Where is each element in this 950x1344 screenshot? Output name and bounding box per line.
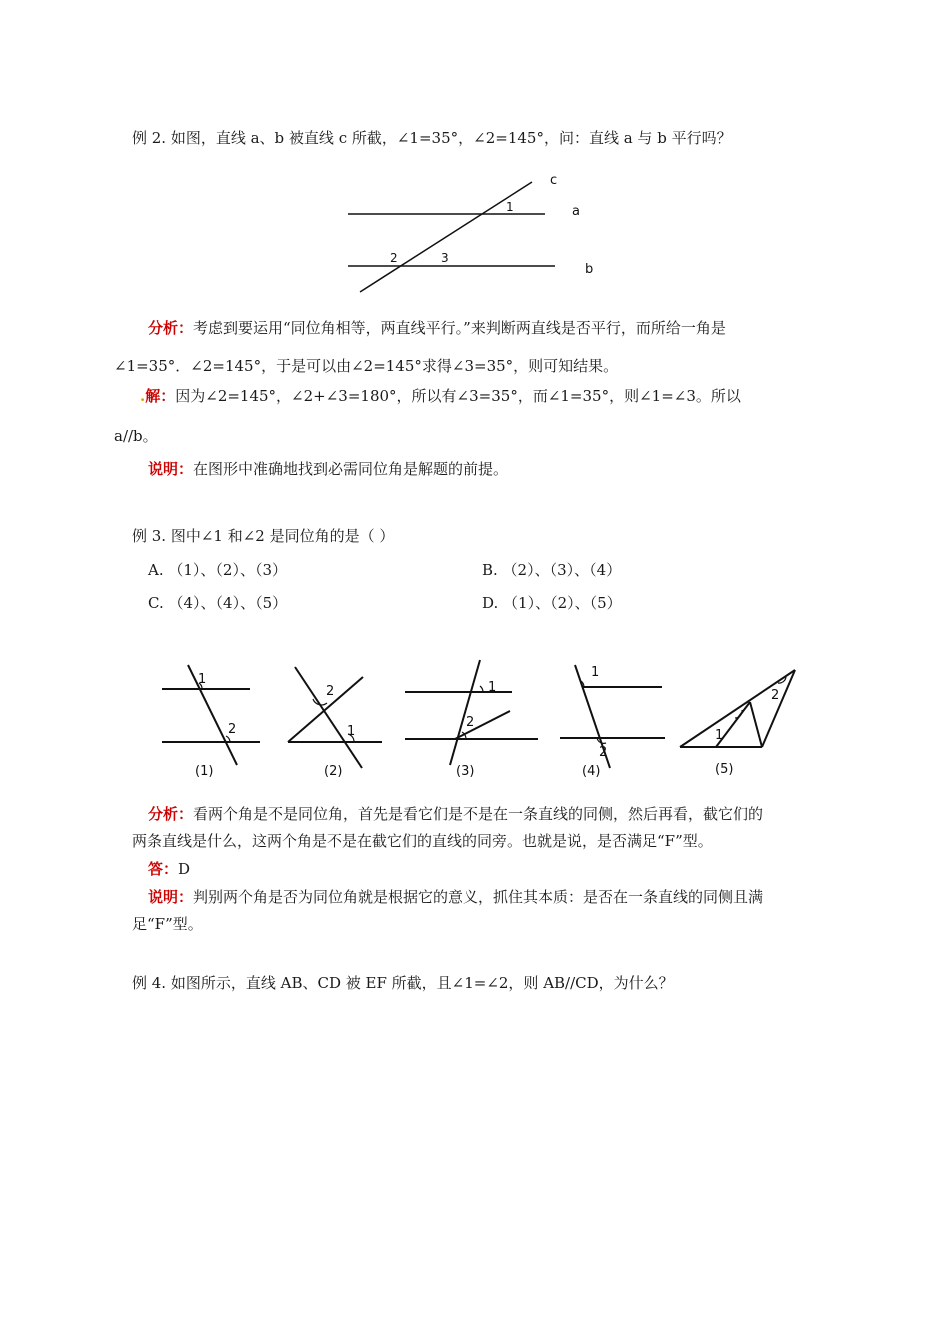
ex3-figures xyxy=(150,655,810,780)
fig2-num2: 2 xyxy=(326,684,335,699)
fig5-num1: 1 xyxy=(715,728,724,743)
fig3-num1: 1 xyxy=(488,680,497,695)
fig4-num2: 2 xyxy=(599,745,608,760)
analysis-text: 考虑到要运用“同位角相等，两直线平行。”来判断两直线是否平行，而所给一角是 xyxy=(193,319,726,337)
ex2-question: 例 2. 如图，直线 a、b 被直线 c 所截，∠1=35°，∠2=145°，问：直线 a 与 b 平行吗？ xyxy=(132,129,732,147)
fig1-num2: 2 xyxy=(228,722,237,737)
note-text: 在图形中准确地找到必需同位角是解题的前提。 xyxy=(193,460,509,478)
ex2-note xyxy=(148,459,508,479)
angle-2-label: 2 xyxy=(390,251,398,265)
ex2-solution-line2: a//b。 xyxy=(114,427,158,445)
ex3-note-line2: 足“F”型。 xyxy=(132,915,203,933)
solution-label: 解： xyxy=(145,387,176,405)
analysis-label: 分析： xyxy=(148,319,194,337)
ex3-analysis-label: 分析： xyxy=(148,805,194,823)
line-c xyxy=(360,182,532,292)
ex3-note-line1 xyxy=(148,887,763,907)
solution-text: 因为∠2=145°，∠2+∠3=180°，所以有∠3=35°，而∠1=35°，则∠1=∠3。所以 xyxy=(175,387,741,405)
ex2-figure xyxy=(340,170,610,300)
fig1-caption: (1) xyxy=(195,764,214,779)
fig4-caption: (4) xyxy=(582,764,601,779)
ex3-note-text: 判别两个角是否为同位角就是根据它的意义，抓住其本质：是否在一条直线的同侧且满 xyxy=(193,888,764,906)
ex2-analysis-line2: ∠1=35°．∠2=145°，于是可以由∠2=145°求得∠3=35°，则可知结果。 xyxy=(114,357,619,375)
answer-value: D xyxy=(178,860,191,878)
fig5-caption: (5) xyxy=(715,762,734,777)
ex3-option-a: A. （1）、（2）、（3） xyxy=(148,561,287,579)
fig5-num2: 2 xyxy=(771,688,780,703)
ex3-option-d: D. （1）、（2）、（5） xyxy=(482,594,622,612)
ex3-note-label: 说明： xyxy=(148,888,194,906)
ex2-solution-line1: .解：因为∠2=145°，∠2+∠3=180°，所以有∠3=35°，而∠1=35°，则∠1=∠3。所以 xyxy=(140,387,741,405)
ex3-option-b: B. （2）、（3）、（4） xyxy=(482,561,622,579)
ex3-answer xyxy=(148,859,190,879)
answer-label: 答： xyxy=(148,860,179,878)
angle-1-label: 1 xyxy=(506,200,514,214)
fig2-num1: 1 xyxy=(347,724,356,739)
label-b: b xyxy=(585,262,594,277)
ex3-analysis-line1 xyxy=(148,804,763,824)
ex3-analysis-text: 看两个角是不是同位角，首先是看它们是不是在一条直线的同侧，然后再看，截它们的 xyxy=(193,805,764,823)
fig4-num1: 1 xyxy=(591,665,600,680)
fig3-num2: 2 xyxy=(466,715,475,730)
angle-3-label: 3 xyxy=(441,251,449,265)
fig1-num1: 1 xyxy=(198,672,207,687)
label-a: a xyxy=(572,204,580,219)
ex3-option-c: C. （4）、（4）、（5） xyxy=(148,594,288,612)
ex3-question: 例 3. 图中∠1 和∠2 是同位角的是（ ） xyxy=(132,527,395,545)
fig2-caption: (2) xyxy=(324,764,343,779)
note-label: 说明： xyxy=(148,460,194,478)
ex4-question: 例 4. 如图所示，直线 AB、CD 被 EF 所截，且∠1=∠2，则 AB//CD，为什么？ xyxy=(132,974,674,992)
label-c: c xyxy=(550,173,558,188)
ex3-analysis-line2: 两条直线是什么，这两个角是不是在截它们的直线的同旁。也就是说，是否满足“F”型。 xyxy=(132,832,713,850)
fig3-caption: (3) xyxy=(456,764,475,779)
ex2-analysis-line1 xyxy=(148,318,726,338)
